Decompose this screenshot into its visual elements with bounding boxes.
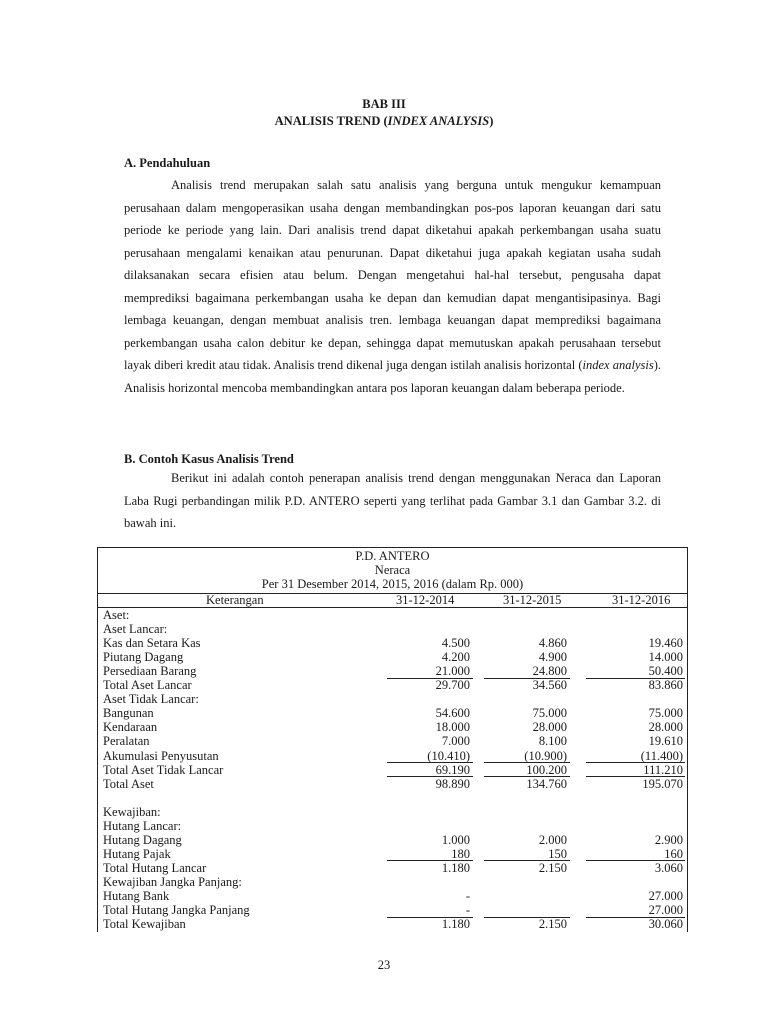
- row-value-3: 28.000: [648, 720, 683, 735]
- title-main: ANALISIS TREND (: [274, 114, 388, 128]
- section-b-heading: B. Contoh Kasus Analisis Trend: [124, 452, 294, 466]
- row-value-1: (10.410): [427, 748, 470, 763]
- table-row: [98, 903, 687, 917]
- table-row: [98, 622, 687, 636]
- row-value-1: 4.200: [441, 650, 470, 665]
- col-header-2015: 31-12-2015: [503, 593, 562, 607]
- row-value-3: (11.400): [640, 748, 683, 763]
- page-number: 23: [377, 958, 391, 972]
- table-row: [98, 917, 687, 931]
- row-label: Hutang Lancar:: [103, 818, 182, 833]
- row-value-2: 2.000: [538, 832, 567, 847]
- title-end: ): [489, 114, 494, 128]
- section-a-italic: index analysis: [582, 358, 654, 372]
- row-value-1: -: [465, 889, 470, 903]
- table-row: [98, 636, 687, 650]
- section-a-text-2: ). Analisis horizontal mencoba membandingkan antara pos laporan keuangan dalam beberapa periode.: [124, 358, 661, 395]
- chapter-label: BAB III: [362, 97, 406, 111]
- table-row: [98, 777, 687, 791]
- table-row: [98, 678, 687, 692]
- row-label: Aset:: [103, 608, 130, 622]
- row-value-3: 160: [664, 846, 683, 861]
- row-label: Total Aset Lancar: [103, 678, 192, 693]
- row-label: Peralatan: [103, 734, 150, 749]
- table-row: [98, 706, 687, 720]
- chapter-title: [0, 114, 768, 129]
- table-row: [98, 861, 687, 875]
- row-value-2: 34.560: [532, 678, 567, 693]
- row-value-1: 29.700: [435, 678, 470, 693]
- row-value-2: 2.150: [538, 917, 567, 932]
- row-label: Total Hutang Jangka Panjang: [103, 903, 250, 918]
- col-header-2016: 31-12-2016: [612, 593, 671, 607]
- section-b-paragraph: Berikut ini adalah contoh penerapan analisis trend dengan menggunakan Neraca dan Laporan Laba Rugi perbandingan milik P.D. ANTERO seperti yang terlihat pada Gambar 3.1 dan Gambar 3.2. di bawah ini.: [124, 471, 661, 530]
- row-value-2: 4.900: [538, 650, 567, 665]
- row-value-3: 30.060: [648, 917, 683, 932]
- row-value-1: 7.000: [441, 734, 470, 749]
- row-value-1: 69.190: [435, 762, 470, 777]
- row-value-1: 1.180: [441, 860, 470, 875]
- row-value-2: 2.150: [538, 860, 567, 875]
- row-value-3: 19.460: [648, 636, 683, 651]
- row-value-3: 111.210: [643, 762, 683, 777]
- balance-sheet-table: [97, 547, 688, 932]
- row-label: Aset Lancar:: [103, 622, 168, 637]
- table-company: P.D. ANTERO: [355, 549, 430, 563]
- col-header-keterangan: Keterangan: [206, 593, 264, 607]
- row-value-1: 4.500: [441, 636, 470, 651]
- row-value-1: 1.180: [441, 917, 470, 932]
- table-statement: Neraca: [374, 563, 411, 577]
- col-header-2014: 31-12-2014: [396, 593, 455, 607]
- table-row: [98, 791, 687, 805]
- row-value-3: 3.060: [654, 860, 683, 875]
- row-value-2: (10.900): [524, 748, 567, 763]
- table-row: [98, 608, 687, 622]
- section-a-paragraph: [124, 174, 661, 399]
- table-row: [98, 720, 687, 734]
- row-value-1: 1.000: [441, 832, 470, 847]
- row-label: Total Hutang Lancar: [103, 860, 207, 875]
- table-row: [98, 763, 687, 777]
- table-period: Per 31 Desember 2014, 2015, 2016 (dalam Rp. 000): [261, 577, 524, 591]
- section-a-text-1: Analisis trend merupakan salah satu analisis yang berguna untuk mengukur kemampuan perusahaan dalam mengoperasikan usaha dengan membandingkan pos-pos laporan keuangan dari satu periode ke periode yang lain. Dari analisis trend dapat diketahui apakah perkembangan usaha suatu perusahaan mengalami kenaikan atau penurunan. Dapat diketahui juga apakah kegiatan usaha sudah dilaksanakan secara efisien atau belum. Dengan mengetahui hal-hal tersebut, pengusaha dapat memprediksi bagaimana perkembangan usaha ke depan dan kemudian dapat mengantisipasinya. Bagi lembaga keuangan, dengan membuat analisis tren. lembaga keuangan dapat memprediksi bagaimana perkembangan usaha calon debitur ke depan, sehingga dapat memutuskan apakah perusahaan tersebut layak diberi kredit atau tidak. Analisis trend dikenal juga dengan istilah analisis horizontal (: [124, 178, 661, 372]
- row-value-2: 100.200: [526, 762, 567, 777]
- table-row: [98, 833, 687, 847]
- title-italic: INDEX ANALYSIS: [387, 114, 490, 128]
- row-label: Total Aset: [103, 776, 154, 791]
- row-label: Kendaraan: [103, 720, 158, 735]
- table-row: [98, 734, 687, 748]
- section-a-heading: A. Pendahuluan: [124, 156, 211, 170]
- row-label: Hutang Pajak: [103, 846, 171, 861]
- row-value-2: 134.760: [526, 776, 567, 791]
- row-value-1: 21.000: [435, 664, 470, 679]
- row-label: Piutang Dagang: [103, 650, 184, 665]
- row-value-3: 75.000: [648, 706, 683, 721]
- row-value-3: 83.860: [648, 678, 683, 693]
- row-value-3: 27.000: [648, 903, 683, 918]
- header-top-rule: [98, 593, 687, 594]
- row-label: Kas dan Setara Kas: [103, 636, 201, 651]
- row-label: Hutang Bank: [103, 889, 170, 903]
- row-label: Akumulasi Penyusutan: [103, 748, 219, 763]
- row-value-2: 24.800: [532, 664, 567, 679]
- row-label: Bangunan: [103, 706, 154, 721]
- row-label: Total Aset Tidak Lancar: [103, 762, 224, 777]
- table-row: [98, 875, 687, 889]
- row-value-3: 14.000: [648, 650, 683, 665]
- row-label: Aset Tidak Lancar:: [103, 692, 199, 707]
- row-value-1: 18.000: [435, 720, 470, 735]
- row-label: Persediaan Barang: [103, 664, 197, 679]
- row-value-2: 28.000: [532, 720, 567, 735]
- table-row: [98, 650, 687, 664]
- row-value-2: 150: [548, 846, 567, 861]
- table-row: [98, 664, 687, 678]
- table-row: [98, 819, 687, 833]
- row-value-2: 75.000: [532, 706, 567, 721]
- table-row: [98, 847, 687, 861]
- row-value-3: 195.070: [642, 776, 683, 791]
- table-row: [98, 692, 687, 706]
- row-value-3: 19.610: [648, 734, 683, 749]
- table-row: [98, 749, 687, 763]
- row-value-3: 2.900: [654, 832, 683, 847]
- row-label: Hutang Dagang: [103, 832, 182, 847]
- table-row: [98, 805, 687, 819]
- row-label: Kewajiban Jangka Panjang:: [103, 874, 242, 889]
- row-label: Kewajiban:: [103, 804, 161, 819]
- row-value-1: 98.890: [435, 776, 470, 791]
- row-value-1: 180: [451, 846, 470, 861]
- row-label: Total Kewajiban: [103, 917, 186, 932]
- row-value-2: 4.860: [538, 636, 567, 651]
- table-row: [98, 889, 687, 903]
- row-value-1: -: [465, 903, 470, 918]
- row-value-1: 54.600: [435, 706, 470, 721]
- row-value-3: 50.400: [648, 664, 683, 679]
- row-value-3: 27.000: [648, 889, 683, 903]
- row-value-2: 8.100: [538, 734, 567, 749]
